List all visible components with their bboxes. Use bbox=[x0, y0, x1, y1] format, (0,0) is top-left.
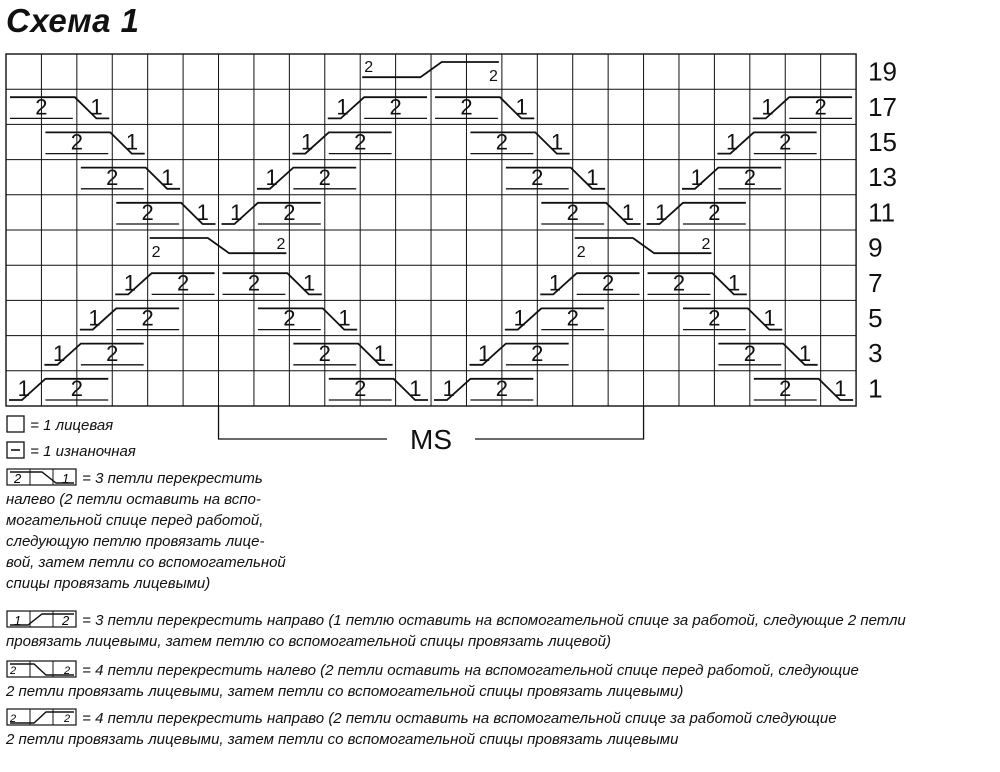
cross-digit: 2 bbox=[318, 340, 331, 366]
cross-digit: 2 bbox=[531, 164, 544, 190]
cross-digit: 1 bbox=[53, 340, 66, 366]
row-label: 9 bbox=[868, 232, 883, 263]
legend-cross-4-left-line: = 4 петли перекрестить налево (2 петли оставить на вспомогательной спице перед работой, следующие bbox=[82, 662, 859, 679]
row-label: 19 bbox=[868, 56, 898, 87]
cross-digit: 2 bbox=[364, 59, 374, 76]
legend-purl bbox=[6, 441, 136, 462]
cross-digit: 2 bbox=[70, 376, 83, 401]
legend-cross-3-left bbox=[6, 468, 263, 489]
cross-digit: 1 bbox=[690, 164, 703, 190]
knit-symbol-icon bbox=[6, 415, 26, 433]
cross-digit: 1 bbox=[834, 376, 847, 401]
legend-digit: 1 bbox=[62, 471, 70, 486]
cross-digit: 1 bbox=[515, 94, 528, 120]
cross-digit: 2 bbox=[779, 129, 792, 155]
legend-cross-3-left-line: налево (2 петли оставить на вспо- bbox=[6, 491, 261, 508]
cross-digit: 1 bbox=[373, 340, 387, 366]
cross-digit: 1 bbox=[161, 164, 174, 190]
cross-digit: 2 bbox=[708, 200, 721, 225]
cross-digit: 2 bbox=[283, 305, 296, 331]
legend-digit: 2 bbox=[14, 471, 22, 486]
legend-cross-4-left bbox=[6, 660, 859, 681]
cross-digit: 1 bbox=[196, 200, 209, 225]
ms-bracket bbox=[475, 406, 644, 439]
cross-digit: 2 bbox=[566, 200, 579, 225]
legend-cross-3-right bbox=[6, 610, 906, 631]
ms-label: MS bbox=[410, 424, 453, 455]
cross-digit: 2 bbox=[495, 129, 509, 155]
legend-cross-3-left-line: спицы провязать лицевыми) bbox=[6, 575, 211, 592]
cross-digit: 2 bbox=[151, 244, 161, 262]
cross-digit: 2 bbox=[35, 94, 48, 120]
row-label: 15 bbox=[868, 127, 898, 157]
legend-cross-4-right bbox=[6, 708, 837, 729]
cross-digit: 1 bbox=[548, 270, 562, 296]
legend-knit bbox=[6, 415, 113, 436]
cross-3-right-icon bbox=[6, 610, 78, 628]
cross-digit: 2 bbox=[247, 270, 261, 296]
cross-digit: 1 bbox=[761, 94, 774, 120]
cross-digit: 2 bbox=[176, 270, 190, 296]
legend-cross-3-left-line: могательной спице перед работой, bbox=[6, 512, 264, 529]
cross-digit: 2 bbox=[743, 164, 756, 190]
cross-4-left-icon bbox=[6, 660, 78, 678]
row-label: 17 bbox=[868, 91, 898, 122]
legend-cross-3-left-line: = 3 петли перекрестить bbox=[82, 470, 263, 487]
cross-digit: 1 bbox=[586, 164, 599, 190]
cross-digit: 1 bbox=[621, 200, 634, 225]
cross-digit: 2 bbox=[318, 164, 331, 190]
cross-digit: 2 bbox=[708, 305, 721, 331]
cross-digit: 1 bbox=[725, 129, 739, 155]
cross-digit: 2 bbox=[106, 340, 119, 366]
cross-digit: 2 bbox=[389, 94, 402, 120]
cross-digit: 2 bbox=[779, 376, 792, 401]
cross-digit: 2 bbox=[531, 340, 544, 366]
cross-digit: 1 bbox=[302, 270, 316, 296]
cross-digit: 2 bbox=[576, 244, 586, 262]
cross-digit: 2 bbox=[141, 200, 154, 225]
cross-digit: 2 bbox=[814, 94, 827, 120]
cross-digit: 1 bbox=[336, 94, 349, 120]
legend-cross-3-left-line: следующую петлю провязать лице- bbox=[6, 533, 265, 550]
row-label: 5 bbox=[868, 303, 883, 333]
cross-digit: 1 bbox=[550, 129, 564, 155]
cross-digit: 1 bbox=[442, 376, 455, 401]
legend-digit: 2 bbox=[64, 665, 71, 677]
cross-digit: 2 bbox=[743, 340, 756, 366]
legend-cross-3-right-line: провязать лицевыми, затем петлю со вспомогательной спицы провязать лицевой) bbox=[6, 633, 611, 650]
page-title: Схема 1 bbox=[6, 2, 140, 39]
legend-cross-4-right-line: = 4 петли перекрестить направо (2 петли оставить на вспомогательной спице за работой следующие bbox=[82, 710, 837, 727]
cross-digit: 1 bbox=[17, 376, 30, 401]
cross-4-right-icon bbox=[6, 708, 78, 726]
cross-digit: 1 bbox=[513, 305, 526, 331]
cross-digit: 1 bbox=[88, 305, 101, 331]
cross-digit: 1 bbox=[265, 164, 278, 190]
legend-cross-3-right-line: = 3 петли перекрестить направо (1 петлю оставить на вспомогательной спице за работой, следующие 2 петли bbox=[82, 612, 906, 629]
legend-digit: 2 bbox=[10, 665, 17, 677]
row-label: 13 bbox=[868, 162, 898, 193]
cross-digit: 2 bbox=[354, 376, 367, 401]
cross-digit: 1 bbox=[763, 305, 776, 331]
cross-digit: 1 bbox=[655, 200, 668, 225]
cross-digit: 2 bbox=[460, 94, 473, 120]
cross-digit: 2 bbox=[354, 129, 367, 155]
cross-digit: 2 bbox=[106, 164, 119, 190]
legend-digit: 1 bbox=[14, 613, 22, 628]
legend-cross-4-right-line: 2 петли провязать лицевыми, затем петли со вспомогательной спицы провязать лицевыми bbox=[6, 731, 679, 748]
legend-digit: 2 bbox=[62, 613, 70, 628]
row-label: 11 bbox=[868, 197, 896, 228]
row-label: 3 bbox=[868, 338, 883, 369]
cross-digit: 1 bbox=[230, 200, 243, 225]
legend-cross-3-left-line: вой, затем петли со вспомогательной bbox=[6, 554, 286, 571]
legend-cross-4-left-line: 2 петли провязать лицевыми, затем петли со вспомогательной спицы провязать лицевыми) bbox=[6, 683, 684, 700]
cross-digit: 2 bbox=[70, 129, 83, 155]
cross-digit: 2 bbox=[276, 236, 286, 254]
cross-digit: 2 bbox=[672, 270, 686, 296]
legend-knit-text: = 1 лицевая bbox=[30, 417, 114, 434]
cross-digit: 2 bbox=[566, 305, 579, 331]
cross-digit: 1 bbox=[727, 270, 741, 296]
legend-digit: 2 bbox=[10, 713, 17, 725]
row-label: 1 bbox=[868, 373, 883, 404]
ms-bracket bbox=[219, 406, 388, 439]
cross-digit: 2 bbox=[701, 236, 711, 254]
cross-digit: 1 bbox=[90, 94, 103, 120]
cross-digit: 2 bbox=[495, 376, 509, 401]
legend-digit: 2 bbox=[64, 713, 71, 725]
row-label: 7 bbox=[868, 267, 883, 298]
cross-digit: 1 bbox=[125, 129, 139, 155]
legend-purl-text: = 1 изнаночная bbox=[30, 443, 136, 460]
cross-digit: 2 bbox=[141, 305, 154, 331]
cross-digit: 1 bbox=[123, 270, 137, 296]
cross-3-left-icon bbox=[6, 468, 78, 486]
cross-digit: 1 bbox=[409, 376, 422, 401]
cross-digit: 1 bbox=[478, 340, 491, 366]
cross-digit: 1 bbox=[798, 340, 812, 366]
purl-symbol-icon bbox=[6, 441, 26, 459]
cross-digit: 2 bbox=[283, 200, 296, 225]
cross-digit: 1 bbox=[338, 305, 351, 331]
cross-digit: 2 bbox=[602, 270, 615, 296]
cross-digit: 1 bbox=[300, 129, 314, 155]
cross-digit: 2 bbox=[488, 68, 498, 86]
